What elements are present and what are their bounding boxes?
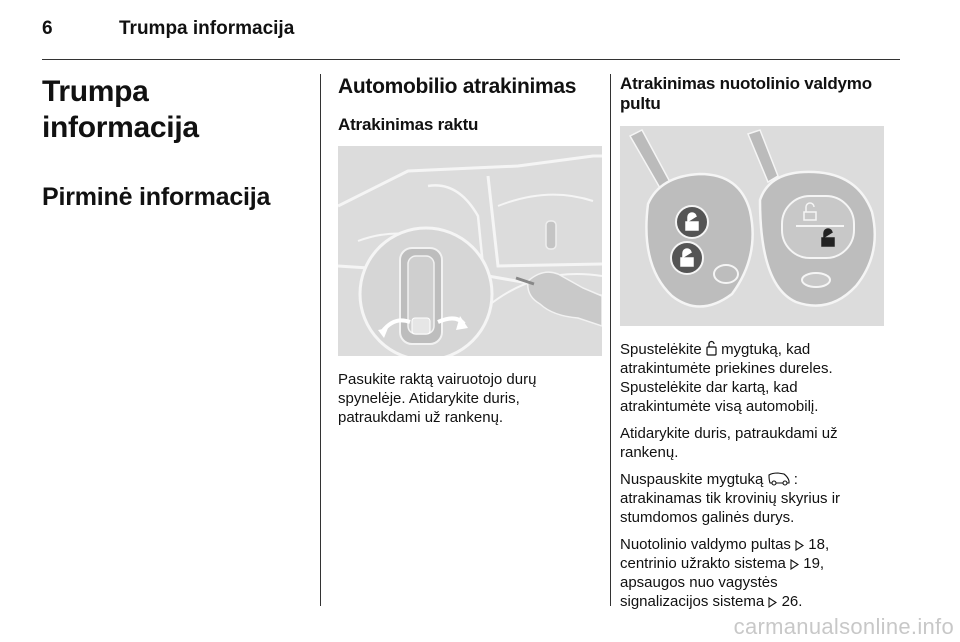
page-number: 6	[42, 18, 53, 39]
subsection-title: Atrakinimas raktu	[338, 115, 479, 134]
open-doors-paragraph: Atidarykite duris, patraukdami už rankenų.	[620, 425, 838, 461]
header-rule	[42, 59, 900, 60]
key-unlock-paragraph: Pasukite raktą vairuotojo durų spynelėje. Atidarykite duris, patraukdami už rankenų.	[338, 371, 537, 426]
column-divider-1	[320, 74, 321, 606]
remote-key-illustration	[620, 126, 884, 326]
column-divider-2	[610, 74, 611, 606]
running-title: Trumpa informacija	[119, 18, 295, 39]
triangle-reference-icon	[768, 597, 777, 608]
key-door-illustration	[338, 146, 602, 356]
remote-unlock-paragraph: Spustelėkite mygtuką, kad atrakintumėte priekines dureles. Spustelėkite dar kartą, kad atrakintumėte visą automobilį.	[620, 341, 833, 415]
chapter-title: Trumpa informacija	[42, 75, 199, 144]
watermark: carmanualsonline.info	[733, 614, 954, 639]
chapter-subtitle: Pirminė informacija	[42, 183, 271, 211]
triangle-reference-icon	[795, 540, 804, 551]
unlock-icon	[706, 340, 717, 356]
references-paragraph: Nuotolinio valdymo pultas 18, centrinio užrakto sistema 19, apsaugos nuo vagystės signalizacijos sistema 26.	[620, 536, 830, 610]
page-header	[42, 18, 902, 50]
column-3	[620, 74, 910, 611]
cargo-button-paragraph: Nuspauskite mygtuką : atrakinamas tik krovinių skyrius ir stumdomos galinės durys.	[620, 471, 841, 526]
triangle-reference-icon	[790, 559, 799, 570]
column-1	[42, 74, 312, 212]
remote-section-title: Atrakinimas nuotolinio valdymo pultu	[620, 74, 872, 113]
section-title: Automobilio atrakinimas	[338, 75, 577, 98]
column-2	[338, 74, 604, 427]
van-cargo-icon	[768, 472, 790, 486]
